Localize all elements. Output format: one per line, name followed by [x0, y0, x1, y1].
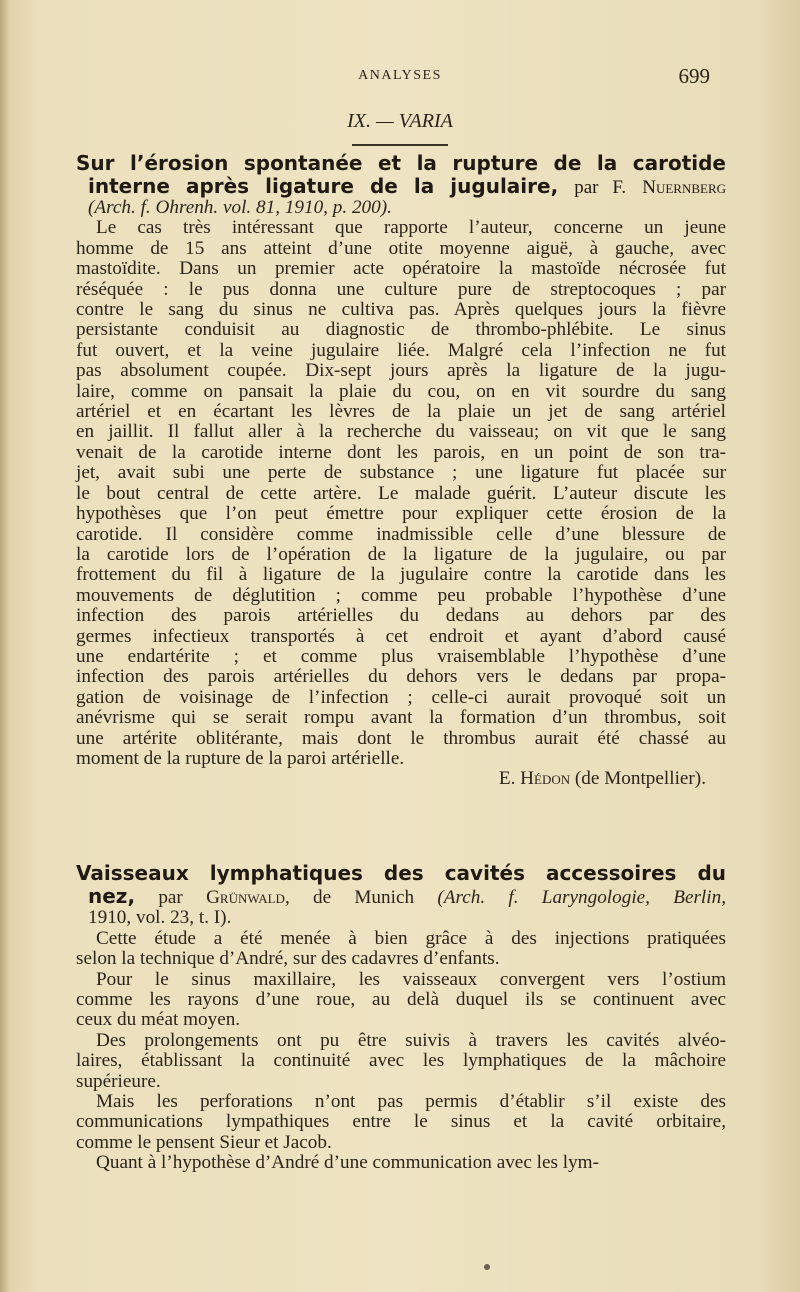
text-line: Quant à l’hypothèse d’André d’une communication avec les lym- — [96, 1152, 599, 1174]
text-line: comme les rayons d’une roue, au delà duquel ils se continuent avec — [76, 989, 726, 1011]
text-line: la carotide lors de l’opération de la ligature de la jugulaire, ou par — [76, 543, 726, 565]
text-line: fut ouvert, et la veine jugulaire liée. Malgré cela l’infection ne fut — [76, 339, 726, 361]
text-line: hypothèses que l’on peut émettre pour expliquer cette érosion de la — [76, 503, 726, 525]
heading-by: par F. — [574, 177, 627, 198]
text-line: ceux du méat moyen. — [76, 1009, 241, 1031]
text-line: germes infectieux transportés à cet endroit et ayant d’abord causé — [76, 625, 726, 647]
page-number: 699 — [678, 64, 710, 88]
text-line: une endartérite ; et comme plus vraisemblable l’hypothèse d’une — [76, 645, 726, 667]
heading-by: par — [158, 887, 183, 908]
article-body — [76, 218, 726, 769]
text-line: frottement du fil à ligature de la jugulaire contre la carotide dans les — [76, 564, 726, 586]
text-line: selon la technique d’André, sur des cadavres d’enfants. — [76, 948, 500, 970]
text-line: le bout central de cette artère. Le malade guérit. L’auteur discute les — [76, 482, 726, 504]
article-author: Grünwald — [206, 887, 285, 908]
text-line: persistante conduisit au diagnostic de thrombo-phlébite. Le sinus — [76, 319, 726, 341]
page-header — [0, 64, 800, 88]
text-line: venait de la carotide interne dont les parois, en un point de son tra- — [76, 441, 726, 463]
article-heading-line2 — [76, 885, 726, 908]
text-line: comme le pensent Sieur et Jacob. — [76, 1131, 332, 1153]
text-line: Cette étude a été menée à bien grâce à des injections pratiquées — [96, 927, 726, 949]
text-line: communications lympathiques entre le sinus et la cavité orbitaire, — [76, 1111, 726, 1133]
text-line: Des prolongements ont pu être suivis à travers les cavités alvéo- — [96, 1029, 726, 1051]
text-line: contre le sang du sinus ne cultiva pas. Après quelques jours la fièvre — [76, 299, 726, 321]
reference-text: (Arch. f. Ohrenh. vol. 81, 1910, p. 200). — [88, 197, 392, 218]
text-line: carotide. Il considère comme inadmissible celle d’une blessure de — [76, 523, 726, 545]
text-line: laires, établissant la continuité avec les lymphatiques de la mâchoire — [76, 1050, 726, 1072]
article-body — [76, 929, 726, 1174]
text-line: infection des parois artérielles du dehors vers le dedans par propa- — [76, 666, 726, 688]
article-reference — [76, 198, 726, 218]
author-origin: , de Munich — [284, 887, 415, 908]
article-reference: 1910, vol. 23, t. I). — [88, 907, 232, 929]
heading-bold-part: nez, — [88, 884, 136, 908]
text-line: laire, comme on pansait la plaie du cou, on en vit sourdre du sang — [76, 380, 726, 402]
article-heading-line1: Vaisseaux lymphatiques des cavités accessoires du — [76, 861, 726, 885]
text-line: pas absolument coupée. Dix-sept jours après la ligature de la jugu- — [76, 360, 726, 382]
text-line: moment de la rupture de la paroi artérielle. — [76, 747, 405, 769]
text-line: supérieure. — [76, 1070, 161, 1092]
article-signature — [76, 769, 726, 789]
text-line: jet, avait subi une perte de substance ; une ligature fut placée sur — [76, 462, 726, 484]
heading-bold-part: interne après ligature de la jugulaire, — [88, 174, 559, 198]
text-line: Pour le sinus maxillaire, les vaisseaux convergent vers l’ostium — [96, 968, 726, 990]
article-heading-line1: Sur l’érosion spontanée et la rupture de la carotide — [76, 151, 726, 175]
signature-place: (de Montpellier). — [574, 768, 706, 790]
article-erosion-carotide — [76, 152, 726, 790]
text-line: mastoïdite. Dans un premier acte opératoire la mastoïde nécrosée fut — [76, 258, 726, 280]
text-line: en jaillit. Il fallut aller à la recherche du vaisseau; on vit que le sang — [76, 421, 726, 443]
text-line: une artérite oblitérante, mais dont le thrombus aurait été chassé au — [76, 727, 726, 749]
text-line: Mais les perforations n’ont pas permis d’établir s’il existe des — [96, 1091, 726, 1113]
text-line: Le cas très intéressant que rapporte l’auteur, concerne un jeune — [96, 217, 726, 239]
text-line: infection des parois artérielles du dedans au dehors par des — [76, 605, 726, 627]
text-line: gation de voisinage de l’infection ; celle-ci aurait provoqué soit un — [76, 686, 726, 708]
article-heading-line2 — [76, 175, 726, 198]
text-line: artériel et en écartant les lèvres de la plaie un jet de sang artériel — [76, 401, 726, 423]
article-author: Nuernberg — [642, 177, 726, 198]
reference-text: (Arch. f. Laryngologie, Berlin, — [437, 887, 726, 908]
running-head: ANALYSES — [358, 68, 442, 83]
text-line: homme de 15 ans atteint d’une otite moyenne aiguë, à gauche, avec — [76, 237, 726, 259]
section-title: IX. — VARIA — [347, 110, 453, 132]
section-rule — [352, 144, 448, 146]
text-line: anévrisme qui se serait rompu avant la formation d’un thrombus, soit — [76, 707, 726, 729]
text-line: mouvements de déglutition ; comme peu probable l’hypothèse d’une — [76, 584, 726, 606]
text-line: réséquée : le pus donna une culture pure de streptocoques ; par — [76, 278, 726, 300]
signature-name: E. Hédon — [498, 768, 571, 790]
ink-speck — [484, 1264, 490, 1270]
article-vaisseaux-lymphatiques — [76, 862, 726, 1174]
